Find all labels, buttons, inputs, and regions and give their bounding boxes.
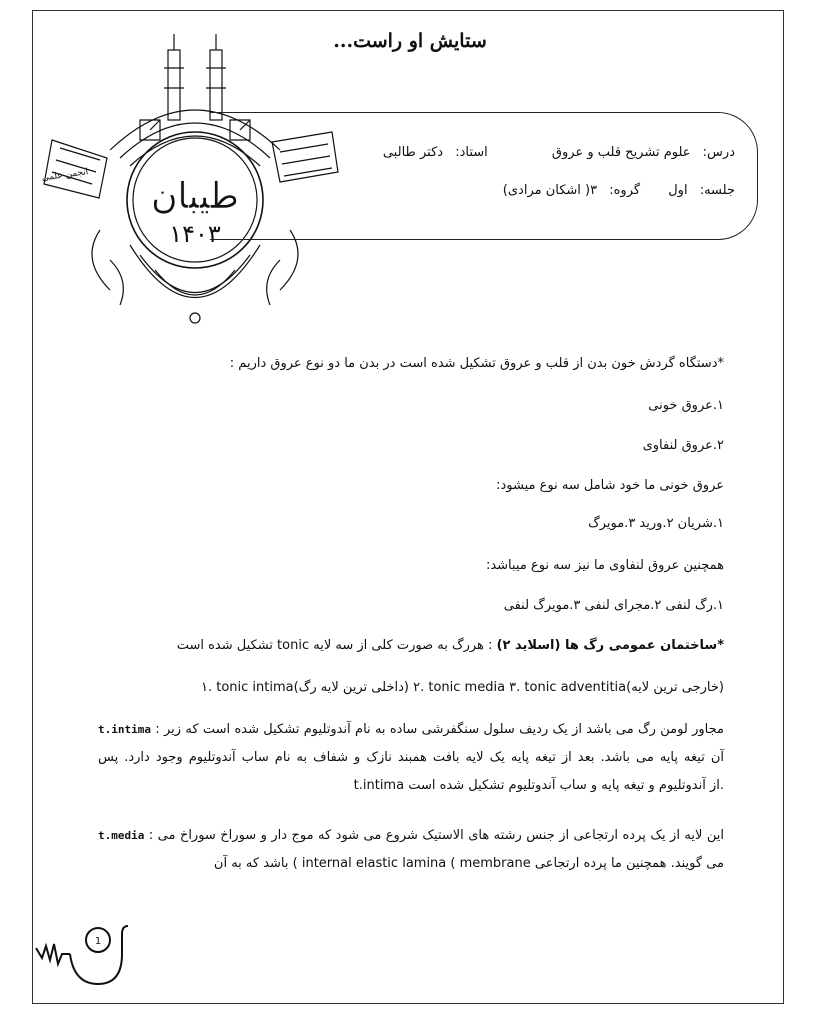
group-label: گروه: bbox=[609, 183, 641, 198]
group-value: ۳( اشکان مرادی) bbox=[502, 183, 598, 198]
page-header-title: ستایش او راست... bbox=[333, 30, 487, 52]
logo-side-text: انجمن علمی bbox=[41, 167, 89, 184]
session-line bbox=[495, 183, 735, 198]
course-value: علوم تشریح قلب و عروق bbox=[551, 145, 691, 160]
media-text: : این لایه از یک پرده ارتجاعی از جنس رشته های الاستیک شروع می شود که موج دار و سوراخ سوراخ می باشد که به آن ( internal elastic lamina ( membrane می گویند. همچنین ما پرده ارتجاعی bbox=[144, 828, 724, 871]
structure-text: : هررگ به صورت کلی از سه لایه tonic تشکیل شده است bbox=[176, 638, 497, 653]
intima-text: : مجاور لومن رگ می باشد از یک ردیف سلول سنگفرشی ساده به نام آندوتلیوم تشکیل شده است که زیر آن تیغه پایه می باشد. بعد از تیغه پایه یک لایه بافت همبند نازک و شفاف به نام ساب آندوتلیوم وجود دارد. پس t.intima از آندوتلیوم و تیغه پایه و ساب آندوتلیوم تشکیل شده است. bbox=[98, 722, 724, 793]
intima-term: t.intima bbox=[98, 723, 151, 736]
media-term: t.media bbox=[98, 829, 145, 842]
stethoscope-icon bbox=[34, 918, 144, 998]
course-label: درس: bbox=[702, 145, 735, 160]
media-paragraph bbox=[98, 822, 724, 878]
list-item-lymph-vessels: ۲.عروق لنفاوی bbox=[642, 438, 724, 453]
page-number: 1 bbox=[94, 936, 102, 947]
session-label: جلسه: bbox=[699, 183, 735, 198]
teacher-value: دکتر طالبی bbox=[382, 145, 444, 160]
layers-list: ۱. tonic intima(داخلی ترین لایه رگ) ۲. tonic media ۳. tonic adventitia(خارجی ترین لایه) bbox=[200, 680, 724, 695]
list-item-blood-vessels: ۱.عروق خونی bbox=[648, 398, 724, 413]
session-value: اول bbox=[668, 183, 688, 198]
logo-year: ۱۴۰۳ bbox=[169, 220, 221, 248]
teacher-label: استاد: bbox=[455, 145, 488, 160]
lymph-vessels-list: ۱.رگ لنفی ۲.مجرای لنفی ۳.مویرگ لنفی bbox=[503, 598, 724, 613]
lymph-vessels-heading: همچنین عروق لنفاوی ما نیز سه نوع میباشد: bbox=[485, 558, 724, 573]
intima-paragraph bbox=[98, 716, 724, 800]
intro-line: *دستگاه گردش خون بدن از قلب و عروق تشکیل شده است در بدن ما دو نوع عروق داریم : bbox=[229, 356, 724, 371]
course-line bbox=[375, 145, 735, 160]
course-info-box bbox=[210, 112, 758, 240]
blood-vessels-list: ۱.شریان ۲.ورید ۳.مویرگ bbox=[588, 516, 724, 531]
blood-vessels-heading: عروق خونی ما خود شامل سه نوع میشود: bbox=[496, 478, 724, 493]
structure-line bbox=[177, 638, 724, 653]
structure-heading: *ساختمان عمومی رگ ها (اسلاید ۲) bbox=[496, 638, 724, 653]
logo-text: طیبان bbox=[151, 176, 239, 217]
